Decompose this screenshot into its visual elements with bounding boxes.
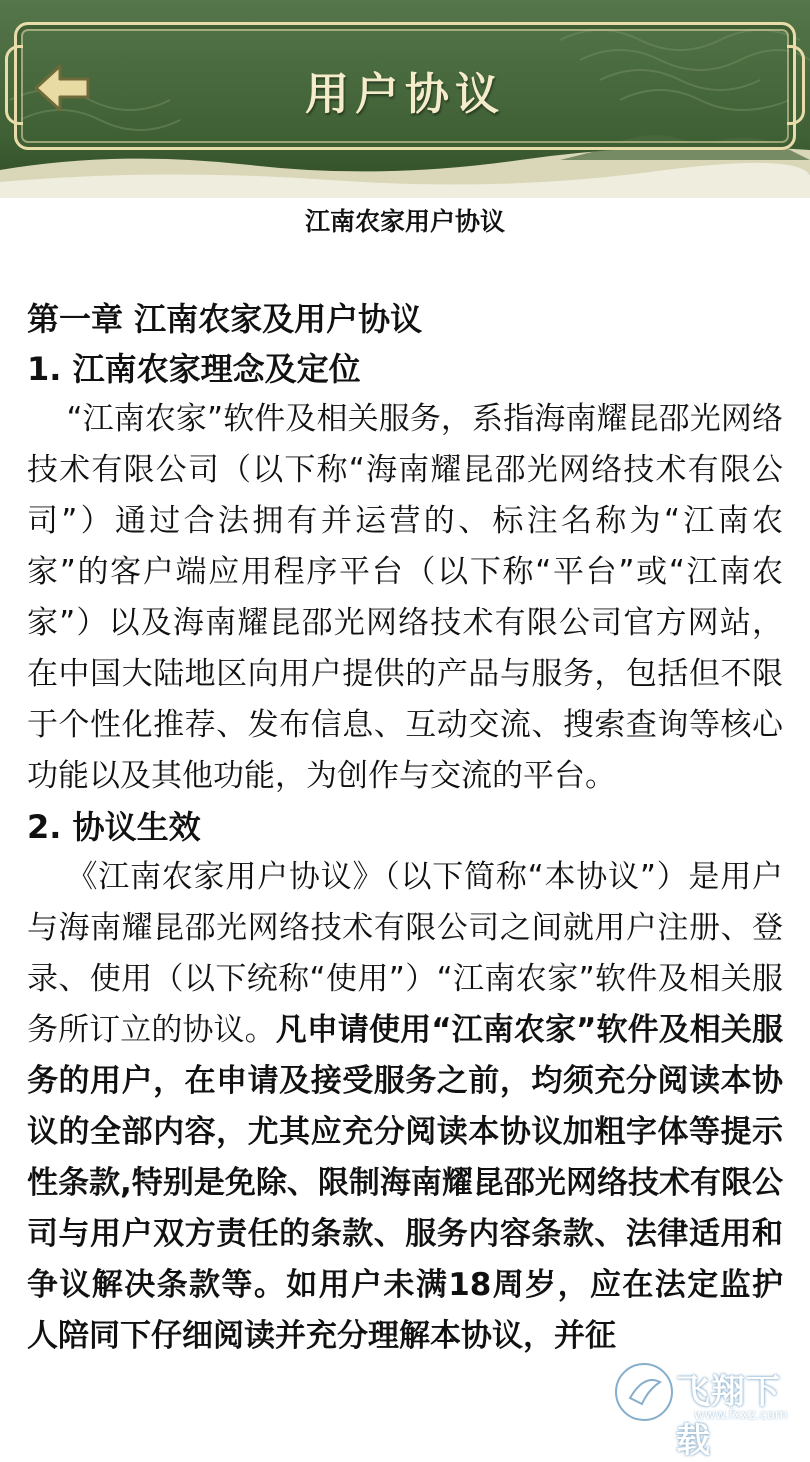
- watermark-logo-icon: [612, 1360, 676, 1424]
- section-2-bold-text: 凡申请使用“江南农家”软件及相关服务的用户，在申请及接受服务之前，均须充分阅读本协议的全部内容，尤其应充分阅读本协议加粗字体等提示性条款,特别是免除、限制海南耀昆邵光网络技术有限公司与用户双方责任的条款、服务内容条款、法律适用和争议解决条款等。如用户未满18周岁，应在法定监护人陪同下仔细阅读并充分理解本协议，并征: [27, 1012, 783, 1354]
- section-2-paragraph: [27, 852, 783, 1362]
- page-title: 用户协议: [305, 69, 505, 120]
- section-2-normal-text: 《江南农家用户协议》（以下简称“本协议”）是用户与海南耀昆邵光网络技术有限公司之间就用户注册、登录、使用（以下统称“使用”）“江南农家”软件及相关服务所订立的协议。: [27, 859, 783, 1048]
- spacer: [27, 248, 783, 294]
- section-1-heading: 1. 江南农家理念及定位: [27, 350, 361, 388]
- chapter-heading: 第一章 江南农家及用户协议: [27, 300, 423, 338]
- header-banner: [0, 0, 810, 198]
- section-1-paragraph: “江南农家”软件及相关服务，系指海南耀昆邵光网络技术有限公司（以下称“海南耀昆邵光网络技术有限公司”）通过合法拥有并运营的、标注名称为“江南农家”的客户端应用程序平台（以下称“平台”或“江南农家”）以及海南耀昆邵光网络技术有限公司官方网站，在中国大陆地区向用户提供的产品与服务，包括但不限于个性化推荐、发布信息、互动交流、搜索查询等核心功能以及其他功能，为创作与交流的平台。: [27, 401, 783, 794]
- section-2-heading: 2. 协议生效: [27, 808, 201, 846]
- agreement-content[interactable]: [27, 198, 783, 1362]
- watermark: [612, 1352, 802, 1461]
- watermark-text: 飞翔下载: [676, 1372, 781, 1461]
- watermark-url: www.fxxz.com: [694, 1408, 788, 1423]
- document-title: 江南农家用户协议: [304, 207, 505, 236]
